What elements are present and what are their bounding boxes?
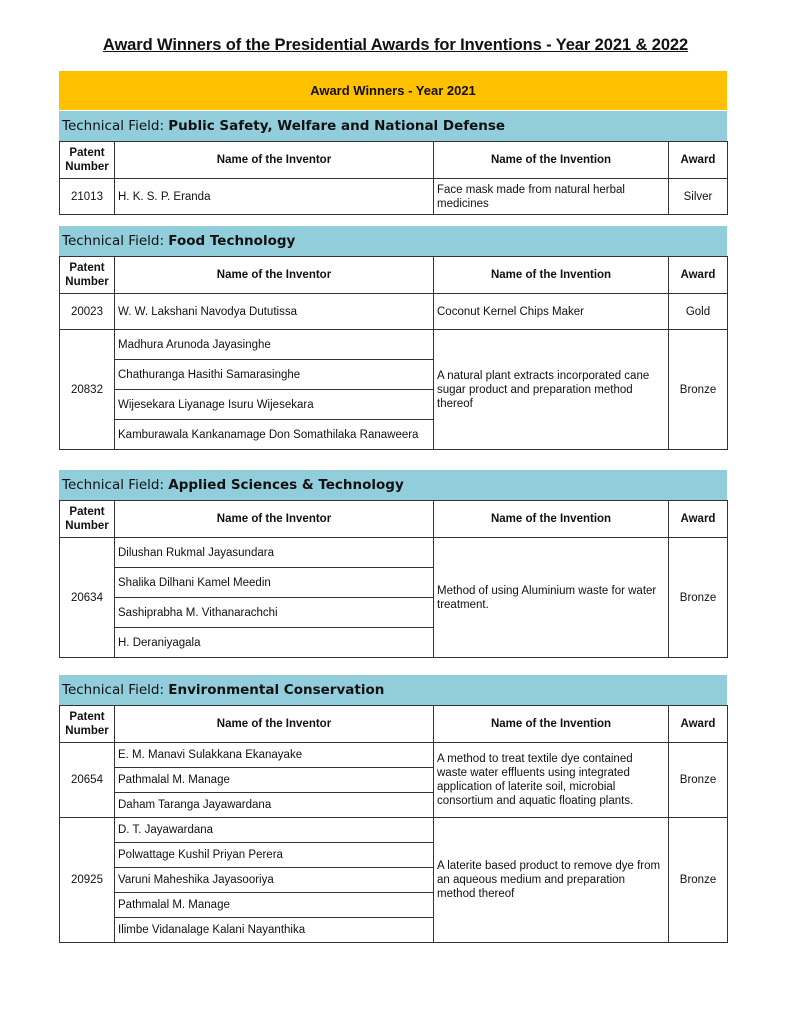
inventor-name: D. T. Jayawardana [115,818,434,843]
table-row [60,294,728,330]
header-inventor: Name of the Inventor [115,706,434,743]
inventor-name: Wijesekara Liyanage Isuru Wijesekara [115,390,434,420]
field-band [59,226,727,256]
inventor-name: Chathuranga Hasithi Samarasinghe [115,360,434,390]
header-inventor: Name of the Inventor [115,501,434,538]
patent-number: 20832 [60,330,115,450]
header-invention: Name of the Invention [434,501,669,538]
year-band-2021: Award Winners - Year 2021 [59,71,727,110]
field-band [59,470,727,500]
award-level: Gold [669,294,728,330]
header-invention: Name of the Invention [434,142,669,179]
table-row [60,538,728,568]
award-level: Silver [669,179,728,215]
inventor-name: Daham Taranga Jayawardana [115,793,434,818]
header-award: Award [669,706,728,743]
field-prefix: Technical Field: [62,682,169,698]
field-name: Applied Sciences & Technology [168,477,404,493]
header-award: Award [669,142,728,179]
inventor-name: Kamburawala Kankanamage Don Somathilaka Ranaweera [115,420,434,450]
inventor-name: Pathmalal M. Manage [115,893,434,918]
award-level: Bronze [669,330,728,450]
invention-name: A method to treat textile dye contained waste water effluents using integrated application of laterite soil, microbial consortium and aquatic floating plants. [434,743,669,818]
header-patent-number: Patent Number [60,501,115,538]
header-inventor: Name of the Inventor [115,142,434,179]
inventor-name: H. K. S. P. Eranda [115,179,434,215]
table-row [60,330,728,360]
invention-name: Method of using Aluminium waste for water treatment. [434,538,669,658]
header-inventor: Name of the Inventor [115,257,434,294]
inventor-name: Madhura Arunoda Jayasinghe [115,330,434,360]
field-prefix: Technical Field: [62,477,169,493]
awards-table [59,705,728,943]
inventor-name: H. Deraniyagala [115,628,434,658]
inventor-name: Pathmalal M. Manage [115,768,434,793]
field-name: Food Technology [168,233,296,249]
inventor-name: Polwattage Kushil Priyan Perera [115,843,434,868]
award-level: Bronze [669,743,728,818]
invention-name: A laterite based product to remove dye from an aqueous medium and preparation method thereof [434,818,669,943]
patent-number: 20023 [60,294,115,330]
field-name: Environmental Conservation [168,682,385,698]
award-level: Bronze [669,818,728,943]
awards-table [59,141,728,215]
technical-field-section [59,111,727,215]
technical-field-section [59,226,727,450]
technical-field-section [59,470,727,658]
award-level: Bronze [669,538,728,658]
table-row [60,818,728,843]
header-invention: Name of the Invention [434,706,669,743]
table-header-row [60,142,728,179]
awards-table [59,500,728,658]
field-prefix: Technical Field: [62,118,169,134]
field-band [59,111,727,141]
page-title: Award Winners of the Presidential Awards for Inventions - Year 2021 & 2022 [102,36,689,54]
header-patent-number: Patent Number [60,142,115,179]
technical-field-section [59,675,727,943]
table-row [60,179,728,215]
header-award: Award [669,501,728,538]
patent-number: 20925 [60,818,115,943]
table-header-row [60,501,728,538]
inventor-name: E. M. Manavi Sulakkana Ekanayake [115,743,434,768]
inventor-name: Varuni Maheshika Jayasooriya [115,868,434,893]
awards-table [59,256,728,450]
field-name: Public Safety, Welfare and National Defense [168,118,506,134]
patent-number: 21013 [60,179,115,215]
invention-name: Coconut Kernel Chips Maker [434,294,669,330]
header-patent-number: Patent Number [60,706,115,743]
patent-number: 20634 [60,538,115,658]
inventor-name: W. W. Lakshani Navodya Dututissa [115,294,434,330]
invention-name: Face mask made from natural herbal medicines [434,179,669,215]
header-award: Award [669,257,728,294]
header-patent-number: Patent Number [60,257,115,294]
inventor-name: Ilimbe Vidanalage Kalani Nayanthika [115,918,434,943]
inventor-name: Sashiprabha M. Vithanarachchi [115,598,434,628]
table-row [60,743,728,768]
patent-number: 20654 [60,743,115,818]
header-invention: Name of the Invention [434,257,669,294]
field-prefix: Technical Field: [62,233,169,249]
field-band [59,675,727,705]
inventor-name: Dilushan Rukmal Jayasundara [115,538,434,568]
table-header-row [60,257,728,294]
invention-name: A natural plant extracts incorporated cane sugar product and preparation method thereof [434,330,669,450]
inventor-name: Shalika Dilhani Kamel Meedin [115,568,434,598]
table-header-row [60,706,728,743]
